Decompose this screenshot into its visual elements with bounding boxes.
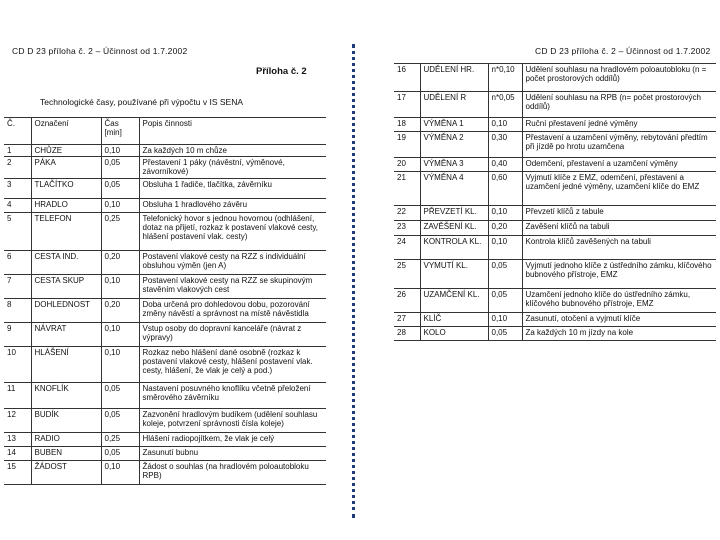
row-description: Obsluha 1 hradlového závěru (139, 199, 326, 213)
row-number: 20 (394, 158, 420, 172)
row-number: 11 (4, 383, 31, 409)
row-code: KNOFLÍK (31, 383, 101, 409)
row-description: Udělení souhlasu na RPB (n= počet prostorových oddílů) (522, 92, 716, 118)
row-number: 1 (4, 145, 31, 157)
table-row (4, 383, 326, 409)
row-number: 22 (394, 206, 420, 221)
row-code: UZAMČENÍ KL. (420, 289, 488, 313)
row-time: 0,10 (101, 461, 139, 485)
row-description: Doba určená pro dohledovou dobu, pozorování změny návěstí a správnost na místě návěstidla (139, 299, 326, 323)
row-number: 4 (4, 199, 31, 213)
row-time: 0,10 (488, 118, 522, 132)
row-time: 0,10 (488, 236, 522, 260)
row-time: 0,05 (101, 409, 139, 433)
table-row (394, 289, 716, 313)
row-code: TLAČÍTKO (31, 179, 101, 199)
row-code: CESTA SKUP (31, 275, 101, 299)
table-row (4, 409, 326, 433)
table-row (394, 132, 716, 158)
row-time: n*0,10 (488, 64, 522, 92)
header-cell: Č. (4, 118, 31, 145)
row-number: 17 (394, 92, 420, 118)
row-number: 25 (394, 260, 420, 289)
table-row (394, 313, 716, 327)
annex-title: Příloha č. 2 (256, 66, 307, 77)
row-code: NÁVRAT (31, 323, 101, 347)
row-number: 18 (394, 118, 420, 132)
table-row (4, 145, 326, 157)
row-description: Přestavení 1 páky (návěstní, výměnové, závorníkové) (139, 157, 326, 179)
row-number: 28 (394, 327, 420, 341)
row-time: 0,10 (488, 313, 522, 327)
row-time: 0,10 (488, 206, 522, 221)
row-number: 16 (394, 64, 420, 92)
row-code: KONTROLA KL. (420, 236, 488, 260)
table-row (394, 327, 716, 341)
table-row (4, 251, 326, 275)
row-description: Postavení vlakové cesty na RZZ s individuální obsluhou výměn (jen A) (139, 251, 326, 275)
row-description: Hlášení radiopojítkem, že vlak je celý (139, 433, 326, 447)
left-times-table (4, 117, 326, 485)
row-code: KLÍČ (420, 313, 488, 327)
row-code: CESTA IND. (31, 251, 101, 275)
row-code: UDĚLENÍ R (420, 92, 488, 118)
table-row (394, 92, 716, 118)
row-description: Zasunutí bubnu (139, 447, 326, 461)
page-divider (352, 44, 355, 518)
row-time: 0,20 (101, 299, 139, 323)
row-time: 0,05 (488, 289, 522, 313)
row-code: ZAVĚŠENÍ KL. (420, 221, 488, 236)
row-number: 15 (4, 461, 31, 485)
row-number: 3 (4, 179, 31, 199)
row-time: 0,60 (488, 172, 522, 206)
table-row (394, 221, 716, 236)
row-description: Ruční přestavení jedné výměny (522, 118, 716, 132)
table-row (4, 275, 326, 299)
row-code: TELEFON (31, 213, 101, 251)
row-number: 6 (4, 251, 31, 275)
row-time: 0,10 (101, 347, 139, 383)
page-header-left: CD D 23 příloha č. 2 – Účinnost od 1.7.2002 (12, 46, 188, 56)
table-row (394, 206, 716, 221)
row-code: KOLO (420, 327, 488, 341)
row-time: 0,25 (101, 213, 139, 251)
table-row (4, 299, 326, 323)
row-code: PŘEVZETÍ KL. (420, 206, 488, 221)
row-time: 0,05 (101, 447, 139, 461)
row-time: 0,30 (488, 132, 522, 158)
row-number: 23 (394, 221, 420, 236)
document-subtitle: Technologické časy, používané při výpočtu v IS SENA (40, 97, 243, 107)
row-number: 7 (4, 275, 31, 299)
header-cell: Čas [min] (101, 118, 139, 145)
row-number: 9 (4, 323, 31, 347)
table-row (4, 433, 326, 447)
row-description: Zazvonění hradlovým budíkem (udělení souhlasu koleje, potvrzení správnosti čísla koleje) (139, 409, 326, 433)
row-number: 27 (394, 313, 420, 327)
row-time: 0,05 (101, 383, 139, 409)
table-row (4, 447, 326, 461)
row-number: 2 (4, 157, 31, 179)
row-description: Vyjmutí klíče z EMZ, odemčení, přestavení a uzamčení jedné výměny, uzamčení klíče do EMZ (522, 172, 716, 206)
row-code: HLÁŠENÍ (31, 347, 101, 383)
row-description: Odemčení, přestavení a uzamčení výměny (522, 158, 716, 172)
row-code: DOHLEDNOST (31, 299, 101, 323)
row-time: 0,10 (101, 323, 139, 347)
row-number: 26 (394, 289, 420, 313)
row-code: ŽÁDOST (31, 461, 101, 485)
row-code: VÝMĚNA 3 (420, 158, 488, 172)
row-number: 10 (4, 347, 31, 383)
row-time: 0,10 (101, 199, 139, 213)
row-description: Vyjmutí jednoho klíče z ústředního zámku, klíčového bubnového přístroje, EMZ (522, 260, 716, 289)
row-code: PÁKA (31, 157, 101, 179)
row-code: VÝMĚNA 2 (420, 132, 488, 158)
row-number: 21 (394, 172, 420, 206)
row-number: 19 (394, 132, 420, 158)
row-description: Telefonický hovor s jednou hovornou (odhlášení, dotaz na přijetí, rozkaz k postavení vlakové cesty, hlášení postavení vlak. cesty) (139, 213, 326, 251)
row-number: 8 (4, 299, 31, 323)
row-number: 24 (394, 236, 420, 260)
row-description: Vstup osoby do dopravní kanceláře (návrat z výpravy) (139, 323, 326, 347)
row-description: Postavení vlakové cesty na RZZ se skupinovým stavěním vlakových cest (139, 275, 326, 299)
row-time: 0,05 (488, 260, 522, 289)
row-code: RADIO (31, 433, 101, 447)
row-time: 0,10 (101, 275, 139, 299)
row-time: 0,05 (101, 157, 139, 179)
row-description: Udělení souhlasu na hradlovém poloautobloku (n = počet prostorových oddílů) (522, 64, 716, 92)
row-code: VÝMĚNA 4 (420, 172, 488, 206)
row-number: 14 (4, 447, 31, 461)
table-row (4, 179, 326, 199)
row-description: Nastavení posuvného knoflíku včetně přeložení směrového závěrníku (139, 383, 326, 409)
row-number: 13 (4, 433, 31, 447)
table-row (394, 236, 716, 260)
row-code: HRADLO (31, 199, 101, 213)
table-row (394, 260, 716, 289)
row-code: VÝMĚNA 1 (420, 118, 488, 132)
table-row (394, 172, 716, 206)
table-row (394, 64, 716, 92)
row-description: Kontrola klíčů zavěšených na tabuli (522, 236, 716, 260)
row-description: Žádost o souhlas (na hradlovém poloautobloku RPB) (139, 461, 326, 485)
row-time: 0,20 (101, 251, 139, 275)
table-row (4, 199, 326, 213)
table-row (4, 157, 326, 179)
row-time: 0,20 (488, 221, 522, 236)
row-description: Přestavení a uzamčení výměny, rebytování předtím při jízdě po hrotu uzamčena (522, 132, 716, 158)
row-description: Zavěšení klíčů na tabuli (522, 221, 716, 236)
right-times-table (394, 63, 716, 341)
row-code: BUBEN (31, 447, 101, 461)
row-description: Převzetí klíčů z tabule (522, 206, 716, 221)
row-code: UDĚLENÍ HR. (420, 64, 488, 92)
row-time: 0,05 (488, 327, 522, 341)
row-description: Zasunutí, otočení a vyjmutí klíče (522, 313, 716, 327)
table-row (4, 213, 326, 251)
table-row (394, 118, 716, 132)
row-description: Za každých 10 m jízdy na kole (522, 327, 716, 341)
header-cell: Popis činnosti (139, 118, 326, 145)
row-code: CHŮZE (31, 145, 101, 157)
row-time: n*0,05 (488, 92, 522, 118)
table-header-row (4, 118, 326, 145)
row-description: Uzamčení jednoho klíče do ústředního zámku, klíčového bubnového přístroje, EMZ (522, 289, 716, 313)
page-header-right: CD D 23 příloha č. 2 – Účinnost od 1.7.2002 (535, 46, 711, 56)
table-row (4, 347, 326, 383)
row-description: Obsluha 1 řadiče, tlačítka, závěrníku (139, 179, 326, 199)
header-cell: Označení (31, 118, 101, 145)
row-number: 5 (4, 213, 31, 251)
row-description: Rozkaz nebo hlášení dané osobně (rozkaz k postavení vlakové cesty, hlášení postavení vlak. cesty, hlášení, že vlak je celý a pod.) (139, 347, 326, 383)
row-code: VYMUTÍ KL. (420, 260, 488, 289)
table-row (4, 461, 326, 485)
table-row (4, 323, 326, 347)
row-number: 12 (4, 409, 31, 433)
row-time: 0,05 (101, 179, 139, 199)
row-description: Za každých 10 m chůze (139, 145, 326, 157)
row-time: 0,40 (488, 158, 522, 172)
row-time: 0,25 (101, 433, 139, 447)
row-time: 0,10 (101, 145, 139, 157)
row-code: BUDÍK (31, 409, 101, 433)
table-row (394, 158, 716, 172)
